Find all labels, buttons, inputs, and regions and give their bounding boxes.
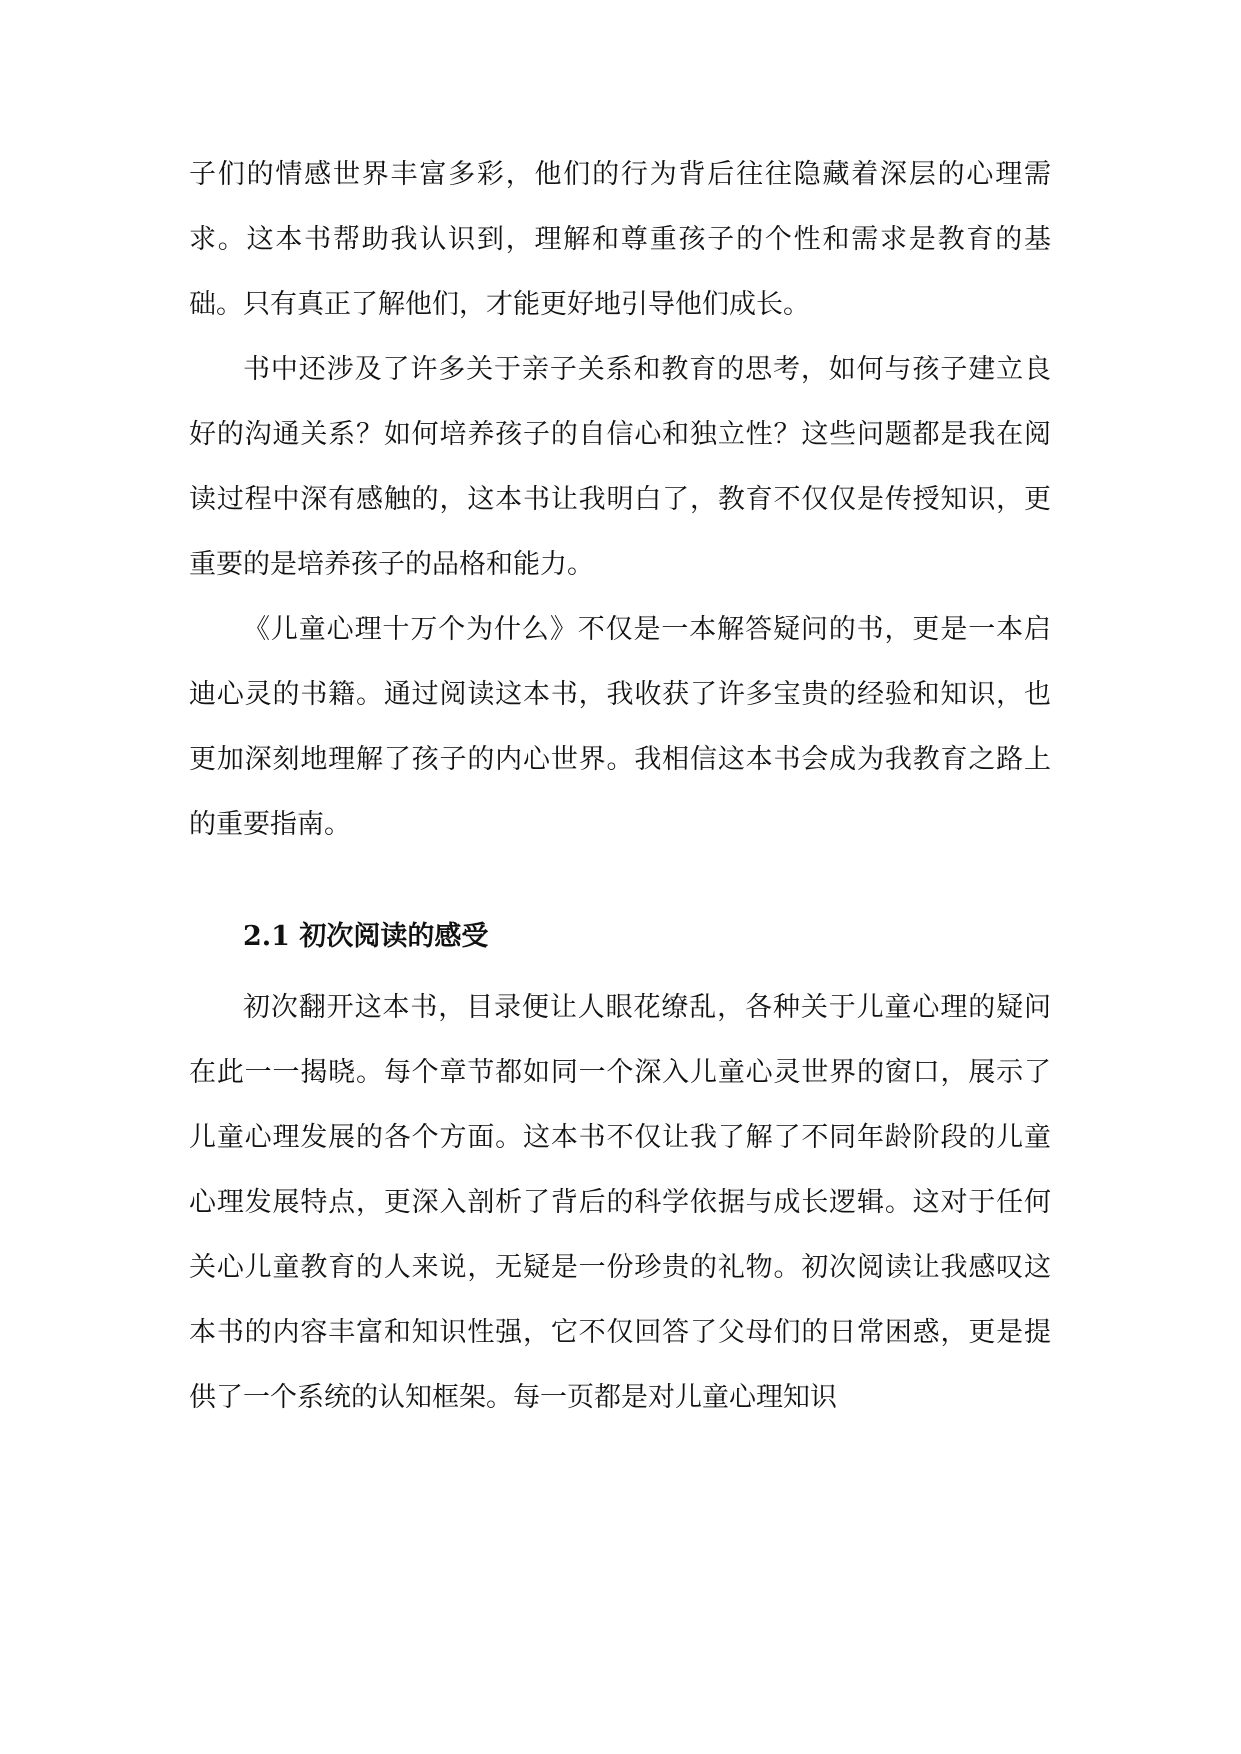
paragraph-continued: 子们的情感世界丰富多彩，他们的行为背后往往隐藏着深层的心理需求。这本书帮助我认识到，理解和尊重孩子的个性和需求是教育的基础。只有真正了解他们，才能更好地引导他们成长。 xyxy=(189,159,1051,320)
document-body xyxy=(189,142,1051,1430)
section-heading: 2.1 初次阅读的感受 xyxy=(243,921,489,952)
paragraph-parent-child-relationship: 书中还涉及了许多关于亲子关系和教育的思考，如何与孩子建立良好的沟通关系？如何培养孩子的自信心和独立性？这些问题都是我在阅读过程中深有感触的，这本书让我明白了，教育不仅仅是传授知识，更重要的是培养孩子的品格和能力。 xyxy=(189,354,1051,580)
paragraph-first-reading: 初次翻开这本书，目录便让人眼花缭乱，各种关于儿童心理的疑问在此一一揭晓。每个章节都如同一个深入儿童心灵世界的窗口，展示了儿童心理发展的各个方面。这本书不仅让我了解了不同年龄阶段的儿童心理发展特点，更深入剖析了背后的科学依据与成长逻辑。这对于任何关心儿童教育的人来说，无疑是一份珍贵的礼物。初次阅读让我感叹这本书的内容丰富和知识性强，它不仅回答了父母们的日常困惑，更是提供了一个系统的认知框架。每一页都是对儿童心理知识 xyxy=(189,992,1051,1413)
paragraph-book-summary: 《儿童心理十万个为什么》不仅是一本解答疑问的书，更是一本启迪心灵的书籍。通过阅读这本书，我收获了许多宝贵的经验和知识，也更加深刻地理解了孩子的内心世界。我相信这本书会成为我教育之路上的重要指南。 xyxy=(189,614,1051,840)
